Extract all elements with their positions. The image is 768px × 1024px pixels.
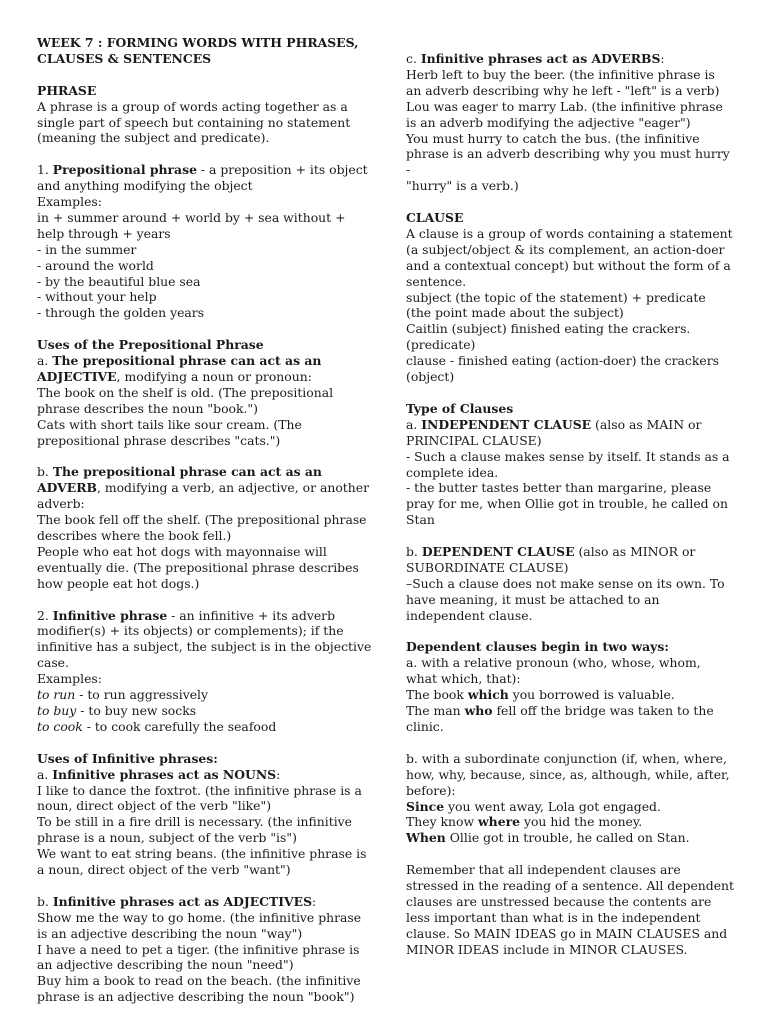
example-sentence: Show me the way to go home. (the infinitive phrase is an adjective describing the noun "way") xyxy=(37,909,362,941)
clause-subject-predicate: subject (the topic of the statement) + predicate (the point made about the subject) xyxy=(406,289,706,321)
example-sentence: I like to dance the foxtrot. (the infinitive phrase is a noun, direct object of the verb "like") xyxy=(37,782,362,814)
clause-definition: A clause is a group of words containing a statement (a subject/object & its complement, an action-doer and a contextual concept) but without the form of a sentence. xyxy=(406,225,733,289)
prep-adverb-rule: b. The prepositional phrase can act as an ADVERB, modifying a verb, an adjective, or another adverb: xyxy=(37,464,369,512)
example-sentence: Caitlin (subject) finished eating the crackers. (predicate) xyxy=(406,321,691,353)
inf-example: to buy - to buy new socks xyxy=(37,702,197,718)
prep-examples-line: in + summer around + world by + sea without + help through + years xyxy=(37,209,346,241)
example-sentence: People who eat hot dogs with mayonnaise will eventually die. (The prepositional phrase describes how people eat hot dogs.) xyxy=(37,543,359,591)
example-sentence: Buy him a book to read on the beach. (the infinitive phrase is an adjective describing the noun "book") xyxy=(37,973,361,1005)
inf-adjectives-rule: b. Infinitive phrases act as ADJECTIVES: xyxy=(37,893,317,909)
relative-pronoun-intro: a. with a relative pronoun (who, whose, whom, what which, that): xyxy=(406,655,701,687)
inf-adverbs-rule: c. Infinitive phrases act as ADVERBS: xyxy=(406,51,665,66)
example-sentence: Since you went away, Lola got engaged. xyxy=(406,798,661,814)
example-sentence: When Ollie got in trouble, he called on Stan. xyxy=(406,830,690,846)
example-sentence: The book fell off the shelf. (The prepositional phrase describes where the book fell.) xyxy=(37,512,367,544)
example-sentence: The book on the shelf is old. (The prepositional phrase describes the noun "book.") xyxy=(37,384,334,416)
prep-list-item: - around the world xyxy=(37,257,154,273)
examples-label: Examples: xyxy=(37,194,102,210)
example-sentence: clause - finished eating (action-doer) the crackers (object) xyxy=(406,353,719,385)
example-sentence: You must hurry to catch the bus. (the infinitive phrase is an adverb describing why you must hurry - xyxy=(406,130,730,178)
independent-clause-rule: a. INDEPENDENT CLAUSE (also as MAIN or PRINCIPAL CLAUSE) xyxy=(406,416,702,448)
example-sentence: Lou was eager to marry Lab. (the infinitive phrase is an adverb modifying the adjective "eager") xyxy=(406,98,723,130)
inf-example: to cook - to cook carefully the seafood xyxy=(37,718,277,734)
example-sentence: - the butter tastes better than margarine, please pray for me, when Ollie got in trouble, he called on Stan xyxy=(406,480,728,528)
example-sentence: They know where you hid the money. xyxy=(406,814,643,830)
inf-nouns-rule: a. Infinitive phrases act as NOUNS: xyxy=(37,766,281,782)
example-sentence: - Such a clause makes sense by itself. It stands as a complete idea. xyxy=(406,448,730,480)
examples-label: Examples: xyxy=(37,671,102,687)
dependent-clause-rule: b. DEPENDENT CLAUSE (also as MINOR or SUBORDINATE CLAUSE) xyxy=(406,544,696,575)
example-sentence: We want to eat string beans. (the infinitive phrase is a noun, direct object of the verb "want") xyxy=(37,846,367,878)
prep-adjective-rule: a. The prepositional phrase can act as an ADJECTIVE, modifying a noun or pronoun: xyxy=(37,353,322,384)
subordinate-conjunction-intro: b. with a subordinate conjunction (if, when, where, how, why, because, since, as, although, while, after, before): xyxy=(406,750,730,798)
example-sentence: To be still in a fire drill is necessary. (the infinitive phrase is a noun, subject of the verb "is") xyxy=(37,814,353,846)
right-column xyxy=(406,51,734,958)
uses-inf-heading: Uses of Infinitive phrases: xyxy=(37,750,218,766)
types-heading: Type of Clauses xyxy=(406,400,514,416)
example-sentence: "hurry" is a verb.) xyxy=(406,178,519,194)
remember-paragraph: Remember that all independent clauses are stressed in the reading of a sentence. All dependent clauses are unstressed because the contents are less important than what is in the independent clause. So MAIN IDEAS go in MAIN CLAUSES and MINOR IDEAS include in MINOR CLAUSES. xyxy=(406,862,734,957)
prep-list-item: - by the beautiful blue sea xyxy=(37,273,201,289)
infinitive-phrase-definition: 2. Infinitive phrase - an infinitive + its adverb modifier(s) + its objects) or complements); if the infinitive has a subject, the subject is in the objective case. xyxy=(37,607,372,671)
phrase-heading: PHRASE xyxy=(37,82,97,98)
prep-list-item: - through the golden years xyxy=(37,305,205,321)
example-sentence: The book which you borrowed is valuable. xyxy=(406,687,675,703)
prepositional-phrase-definition: 1. Prepositional phrase - a preposition + its object and anything modifying the object xyxy=(37,162,368,194)
example-sentence: Herb left to buy the beer. (the infinitive phrase is an adverb describing why he left - "left" is a verb) xyxy=(406,66,720,98)
page-title: WEEK 7 : FORMING WORDS WITH PHRASES, CLAUSES & SENTENCES xyxy=(37,35,359,66)
example-sentence: The man who fell off the bridge was taken to the clinic. xyxy=(406,703,714,734)
uses-prep-heading: Uses of the Prepositional Phrase xyxy=(37,337,264,353)
phrase-definition: A phrase is a group of words acting together as a single part of speech but containing no statement (meaning the subject and predicate). xyxy=(37,98,351,146)
inf-example: to run - to run aggressively xyxy=(37,687,209,703)
example-sentence: –Such a clause does not make sense on its own. To have meaning, it must be attached to an independent clause. xyxy=(406,575,725,623)
prep-list-item: - in the summer xyxy=(37,241,137,257)
prep-list-item: - without your help xyxy=(37,289,157,305)
left-column xyxy=(37,35,373,1005)
dependent-begin-heading: Dependent clauses begin in two ways: xyxy=(406,639,669,655)
example-sentence: I have a need to pet a tiger. (the infinitive phrase is an adjective describing the noun "need") xyxy=(37,941,360,973)
clause-heading: CLAUSE xyxy=(406,210,464,226)
example-sentence: Cats with short tails like sour cream. (The prepositional phrase describes "cats.") xyxy=(37,416,302,448)
